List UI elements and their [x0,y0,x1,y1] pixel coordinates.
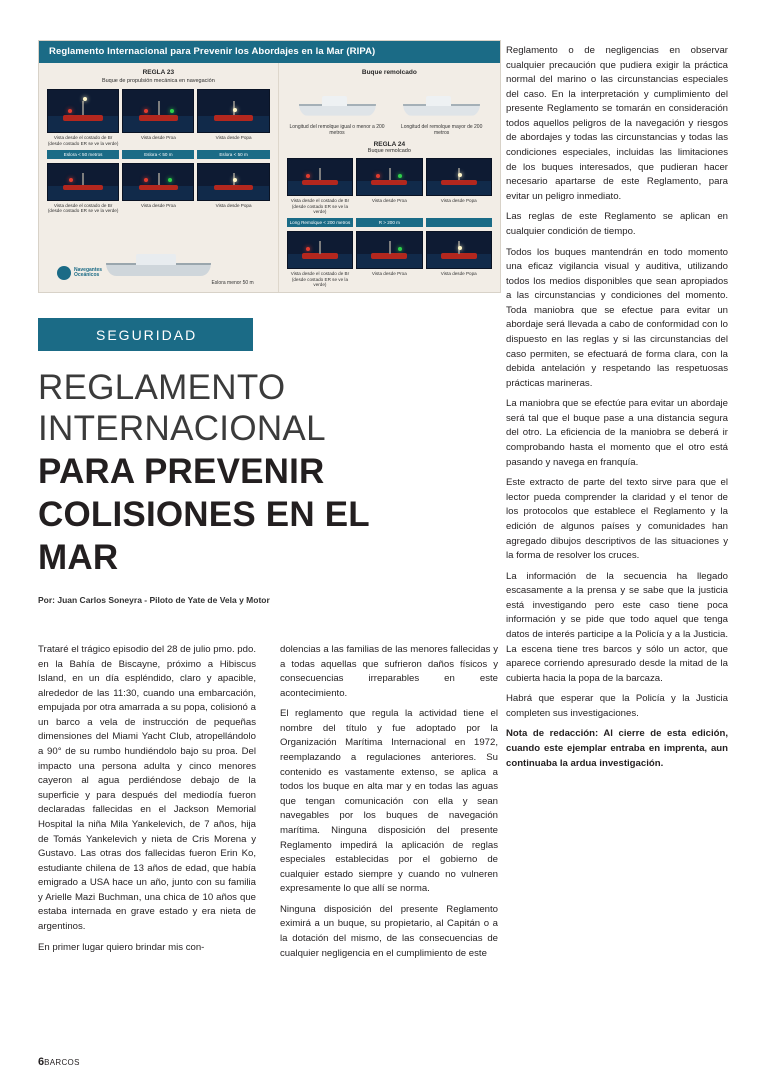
tow-cabin [426,96,451,106]
ship-hull [302,180,338,186]
ship-hull [441,253,477,259]
headline-line-5: MAR [38,537,119,577]
rule24-bands [279,215,500,227]
ship-mast [82,173,84,185]
headline-line-2: INTERNACIONAL [38,408,326,448]
logo-line-2: Oceánicos [74,272,100,278]
tow-image [289,84,385,124]
towed-vessel-heading: Buque remolcado [361,69,417,76]
headline-line-1: REGLAMENTO [38,368,286,407]
page-edge [0,0,16,1084]
tile-caption: Vista desde Popa [440,270,477,276]
boat-cabin [136,254,175,265]
vessel-illustration [49,240,268,286]
tile-caption: Vista desde Proa [140,202,176,208]
ship-hull [441,180,477,186]
figure-title: Reglamento Internacional para Prevenir los Abordajes en la Mar (RIPA) [39,41,500,63]
red-light-icon [68,109,72,113]
paragraph: En primer lugar quiero brindar mis con- [38,941,205,953]
ship-hull [371,253,407,259]
length-band: Eslora < 50 metros [47,150,119,159]
rule23-row1-tiles [39,85,278,133]
logo-line-1: Navegantes [74,266,103,273]
article-headline [38,368,508,579]
headline-line-4: COLISIONES EN EL [38,494,370,534]
editorial-note: Nota de redacción: Al cierre de esta edición, cuando este ejemplar entraba en imprenta, aun continuaba la ardua investigación. [506,728,728,769]
red-light-icon [306,174,310,178]
rule24-row1-captions [279,196,500,215]
tile-caption: Vista desde el costado de Br (desde costado ER se ve la verde) [290,197,350,215]
ship-hull [214,185,253,191]
page-footer [38,1056,80,1068]
tow-caption: Longitud del remolque igual o menor a 200 metros [289,123,385,137]
paragraph: Ninguna disposición del presente Reglamento eximirá a un buque, su propietario, al Capitán o a la dotación del mismo, de las consecuencias de cualquier negligencia en el cumplimiento de este [280,903,498,959]
logo-text [74,268,102,279]
night-view-tile [197,163,269,201]
green-light-icon [398,174,402,178]
white-light-icon [83,97,87,101]
length-band: Eslora < 50 m [197,150,269,159]
white-light-icon [233,178,237,182]
night-view-tile [47,89,119,133]
red-light-icon [144,109,148,113]
figure-column-rule23 [39,63,279,293]
ship-hull [63,185,102,191]
ship-mast [389,241,391,253]
night-view-tile [47,163,119,201]
rule-24-heading [279,141,500,154]
ripa-diagram-figure [38,40,501,293]
paragraph: La maniobra que se efectúe para evitar un abordaje será tal que el buque pase a una distancia segura del otro. La eficiencia de la maniobra se deberá ir comprobando hasta el momento que el otro está pasando y navega en franquía. [506,398,728,468]
red-light-icon [69,178,73,182]
tow-length-band [426,218,492,227]
paragraph: dolencias a las familias de las menores fallecidas y a todas aquellas que sufrieron daños físicos y consecuencias irreparables en este acontecimiento. [280,644,498,699]
tile-caption: Vista desde Popa [440,197,477,203]
paragraph: Habrá que esperar que la Policía y la Justicia completen sus investigaciones. [506,693,728,719]
night-view-tile [197,89,269,133]
tile-caption: Vista desde Popa [215,202,252,208]
paragraph: Todos los buques mantendrán en todo momento una eficaz vigilancia visual y auditiva, utilizando todos los medios disponibles que sean apropiados a las circunstancias y condiciones del momento. Toda maniobra que se efectue para evitar un abordaje será llevada a cabo de conformidad con lo dispuesto en las reglas y si las circunstancias del caso permiten, se efectuará de forma clara, con la debida antelación y respetando las respetuosas prácticas marineras. [506,246,728,389]
body-column-3 [506,44,728,777]
ship-mast [389,168,391,180]
night-view-tile [122,89,194,133]
paragraph: La información de la secuencia ha llegado escasamente a la prensa y se sabe que la justicia está investigando pero este caso tiene poca información y se pide que todo aquel que tenga datos de interés participe a la Policía y a la Justicia. La escena tiene tres barcos y sólo un actor, que aparece corriendo apresurado desde la mitad de la cubierta hacia la popa de la barcaza. [506,570,728,684]
night-view-tile [287,158,353,196]
tow-length-band: Long Remolque < 200 metros [287,218,353,227]
tile-caption: Vista desde Proa [371,270,407,276]
page-number: 6 [38,1056,45,1068]
tow-illustrations [279,78,500,137]
ship-hull [302,253,338,259]
green-light-icon [170,109,174,113]
article-byline: Por: Juan Carlos Soneyra - Piloto de Yate de Vela y Motor [38,595,270,605]
tile-caption: Vista desde el costado de Br (desde costado ER se ve la verde) [47,135,119,146]
white-light-icon [233,108,237,112]
night-view-tile [426,158,492,196]
night-view-tile [122,163,194,201]
ship-mast [158,101,160,115]
night-view-tile [426,231,492,269]
white-light-icon [458,173,462,177]
rule-23-label: REGLA 23 [142,69,175,76]
rule24-row1-tiles [279,154,500,196]
red-light-icon [376,174,380,178]
tow-unit [394,84,490,137]
tile-caption: Vista desde el costado de Br (desde costado ER se ve la verde) [290,270,350,288]
rule24-row2-tiles [279,227,500,269]
red-light-icon [306,247,310,251]
green-light-icon [398,247,402,251]
logo-icon [57,266,71,280]
rule-23-heading [39,69,278,85]
boat-caption: Eslora menor 50 m [211,280,254,286]
rule23-row2-tiles [39,159,278,201]
night-view-tile [287,231,353,269]
paragraph: El reglamento que regula la actividad tiene el nombre del título y fue adoptado por la Organización Marítima Internacional en 1972, reemplazando a regulaciones anteriores. Su contenido es vastamente extenso, se aplica a todos los buque en alta mar y en todas las aguas que tengan comunicación con ella y sean navegables por los buques de navegación marítima. Ninguna disposición del presente Reglamento impedirá la aplicación de reglas especiales establecidas por el gobierno de cualquier estado siempre y cuando no vulneren expresamente lo que allí se norma. [280,708,498,895]
ship-mast [319,168,321,180]
section-tag [38,318,253,351]
body-column-2 [280,643,498,967]
figure-column-rule24 [279,63,500,293]
tow-length-band: R > 200 m [356,218,422,227]
length-band: Eslora < 50 m [122,150,194,159]
night-view-tile [356,158,422,196]
ship-hull [139,115,178,122]
paragraph: Reglamento o de negligencias en observar cualquier precaución que pudiera exigir la práctica normal del marino o las circunstancias especiales del caso. En la interpretación y cumplimiento del presente Reglamento se tomarán en consideración todos aquellos peligros de la navegación y riesgos de abordajes y todas las circunstancias y todas las condiciones especiales, incluidas las limitaciones de los buques interesados, que pudieran hacer necesario apartarse de este Reglamento, para evitar un peligro inmediato. [506,45,728,202]
rule24-row2-captions [279,269,500,288]
body-column-1 [38,643,256,961]
tow-image [394,84,490,124]
green-light-icon [168,178,172,182]
figure-body [39,63,500,293]
publisher-logo [57,266,102,280]
rule23-row2-captions [39,201,278,214]
paragraph: Trataré el trágico episodio del 28 de julio pmo. pdo. en la Bahía de Biscayne, próximo a Hibiscus Island, en un día espléndido, claro y apacible, alrededor de las 11:30, cuando una embarcación, empujada por otra amarrada a su popa, colisionó a un barco a vela de instrucción de pequeñas dimensiones del Miami Yacht Club, atropellándolo a 90° de su rumbo hundiéndolo bajo su proa. Del impacto una persona adulta y cinco menores cayeron al agua perdiéndose debajo de la superficie y para después del mediodía fueron declaradas fallecidas en el Jackson Memorial Hospital la niña Mila Yankelevich, de 7 años, hija de Tomás Yankelevich y nieta de Cris Morena y Gustavo. Las otras dos fallecidas fueron Erin Ko, estudiante chilena de 13 años de edad, que había emigrado a USA hace un año, junto con su familia y Arielle Mazi Buchman, una chica de 10 años que estaba internada en grave estado y era nieta de argentinos. [38,644,256,932]
paragraph: Este extracto de parte del texto sirve para que el lector pueda comprender la claridad y el tenor de los protocolos que establece el Reglamento y la edición de algunos países y comunidades han agregado dibujos descriptivos de las situaciones y la forma de resolver los cruces. [506,477,728,562]
ship-mast [319,241,321,253]
ship-mast [158,173,160,185]
night-view-tile [356,231,422,269]
tow-cabin [322,96,347,106]
rule-23-subtitle: Buque de propulsión mecánica en navegación [101,77,215,84]
ship-hull [139,185,178,191]
rule-24-label: REGLA 24 [373,140,406,148]
red-light-icon [144,178,148,182]
ship-mast [82,101,84,115]
tile-caption: Vista desde Proa [371,197,407,203]
headline-line-3: PARA PREVENIR [38,451,325,491]
section-tag-label: SEGURIDAD [96,326,198,343]
tile-caption: Vista desde el costado de Br (desde costado ER se ve la verde) [47,202,119,214]
rule23-bands [39,147,278,159]
ship-hull [214,115,253,122]
rule-24-subtitle: Buque remolcado [367,147,411,154]
rule23-row1-captions [39,133,278,146]
ship-hull [371,180,407,186]
white-light-icon [458,246,462,250]
paragraph: Las reglas de este Reglamento se aplican en cualquier condición de tiempo. [506,211,728,237]
tile-caption: Vista desde Proa [140,135,176,141]
ship-hull [63,115,102,122]
tile-caption: Vista desde Popa [215,135,252,141]
tow-caption: Longitud del remolque mayor de 200 metros [400,123,483,137]
tow-unit [289,84,385,137]
publication-name: BARCOS [44,1058,80,1067]
